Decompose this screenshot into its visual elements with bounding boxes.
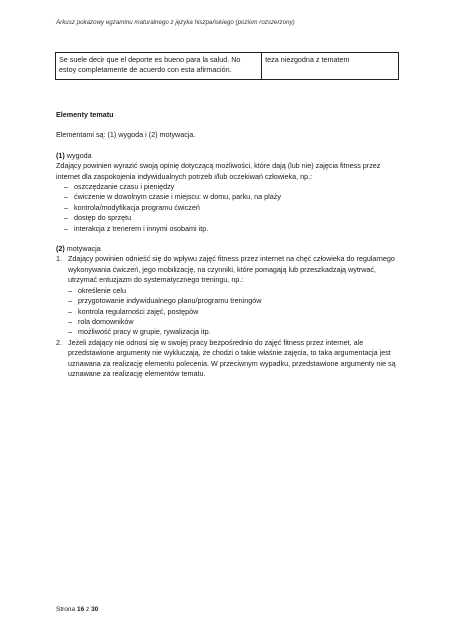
list-item: – dostęp do sprzętu bbox=[64, 213, 401, 223]
part2-points bbox=[56, 254, 401, 379]
list-item: – przygotowanie indywidualnego planu/programu treningów bbox=[68, 296, 401, 306]
list-item: – oszczędzanie czasu i pieniędzy bbox=[64, 182, 401, 192]
list-item: – ćwiczenie w dowolnym czasie i miejscu: w domu, parku, na plaży bbox=[64, 192, 401, 202]
numbered-point bbox=[56, 254, 401, 337]
page-header: Arkusz pokazowy egzaminu maturalnego z języka hiszpańskiego (poziom rozszerzony) bbox=[56, 19, 295, 26]
part1-list bbox=[56, 182, 401, 234]
point-text: Jeżeli zdający nie odnosi się w swojej pracy bezpośrednio do zajęć fitness przez internet, ale przedstawione argumenty nie wykluczają, że chodzi o takie właśnie zajęcia, to taka argumentacja jest uznawana za realizację elementu polecenia. W przeciwnym wypadku, przedstawione argumenty nie są uznawane za realizację elementów tematu. bbox=[68, 337, 396, 378]
part2-number: (2) bbox=[56, 244, 65, 254]
footer-total-pages: 30 bbox=[91, 606, 99, 613]
section-title: Elementy tematu bbox=[56, 110, 114, 119]
page-footer bbox=[56, 606, 98, 613]
list-item: – możliwość pracy w grupie, rywalizacja itp. bbox=[68, 327, 401, 337]
part1-heading bbox=[56, 151, 401, 161]
footer-separator: z bbox=[86, 606, 90, 613]
intro-text: Elementami są: (1) wygoda i (2) motywacja. bbox=[56, 130, 196, 140]
part1-title: wygoda bbox=[66, 150, 92, 160]
criteria-table bbox=[55, 52, 399, 80]
point-number: 2. bbox=[56, 337, 62, 347]
table-cell-example: Se suele decir que el deporte es bueno para la salud. No estoy completamente de acuerdo con esta afirmación. bbox=[56, 53, 262, 80]
part1-number: (1) bbox=[56, 150, 65, 160]
list-item: – interakcja z trenerem i innymi osobami itp. bbox=[64, 224, 401, 234]
part1-text: Zdający powinien wyrazić swoją opinię dotyczącą możliwości, które dają (lub nie) zajęcia fitness przez internet dla zaspokojenia indywidualnych potrzeb i/lub oczekiwań człowieka, np.: bbox=[56, 161, 381, 181]
list-item: – kontrola regularności zajęć, postępów bbox=[68, 307, 401, 317]
footer-page-number: 16 bbox=[76, 606, 85, 613]
list-item: – rola domowników bbox=[68, 317, 401, 327]
document-body bbox=[56, 110, 401, 379]
list-item: – kontrola/modyfikacja programu ćwiczeń bbox=[64, 203, 401, 213]
list-item: – określenie celu bbox=[68, 286, 401, 296]
point-text: Zdający powinien odnieść się do wpływu zajęć fitness przez internet na chęć człowieka do regularnego wykonywania ćwiczeń, jego mobilizację, na czynniki, które pomagają lub przeszkadzają wytrwać, utrzymać entuzjazm do systematycznego treningu, np.: bbox=[68, 254, 395, 285]
footer-prefix: Strona bbox=[56, 606, 76, 613]
part2-title: motywacja bbox=[66, 244, 101, 254]
table-cell-assessment: teza niezgodna z tematem bbox=[262, 53, 399, 80]
part2-list bbox=[68, 286, 401, 338]
table-row bbox=[56, 53, 399, 80]
point-number: 1. bbox=[56, 254, 62, 264]
part2-heading bbox=[56, 244, 401, 254]
numbered-point bbox=[56, 338, 401, 380]
